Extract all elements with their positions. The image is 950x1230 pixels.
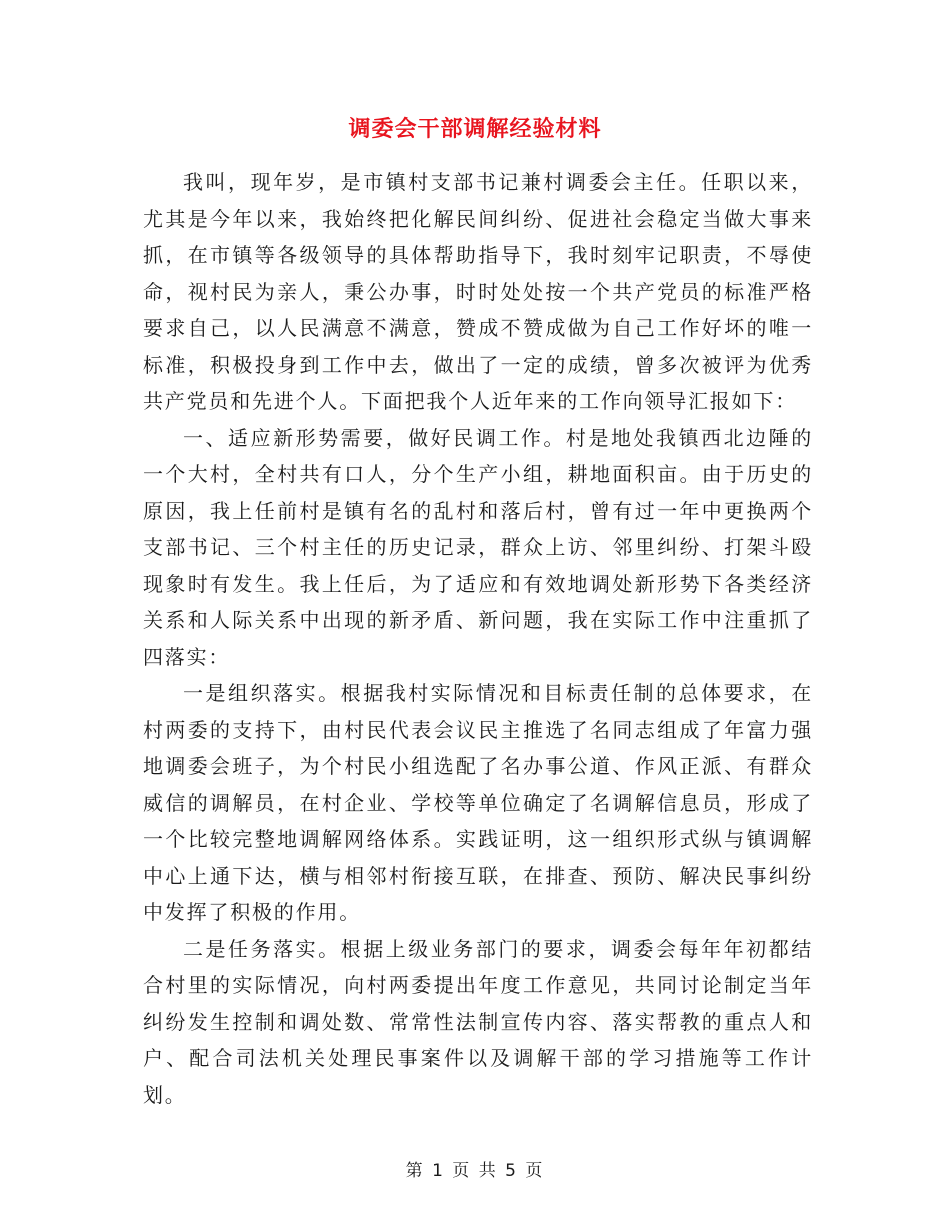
page-footer — [0, 1156, 950, 1181]
footer-middle: 页 共 — [452, 1161, 498, 1181]
paragraph-organization: 一是组织落实。根据我村实际情况和目标责任制的总体要求，在村两委的支持下，由村民代表会议民主推选了名同志组成了年富力强地调委会班子，为个村民小组选配了名办事公道、作风正派、有群众威信的调解员，在村企业、学校等单位确定了名调解信息员，形成了一个比较完整地调解网络体系。实践证明，这一组织形式纵与镇调解中心上通下达，横与相邻村衔接互联，在排查、预防、解决民事纠纷中发挥了积极的作用。 — [143, 681, 813, 924]
document-title: 调委会干部调解经验材料 — [348, 117, 602, 142]
footer-prefix: 第 — [405, 1161, 425, 1181]
paragraph-tasks: 二是任务落实。根据上级业务部门的要求，调委会每年年初都结合村里的实际情况，向村两委提出年度工作意见，共同讨论制定当年纠纷发生控制和调处数、常常性法制宣传内容、落实帮教的重点人和户、配合司法机关处理民事案件以及调解干部的学习措施等工作计划。 — [143, 936, 813, 1107]
paragraph-intro: 我叫，现年岁，是市镇村支部书记兼村调委会主任。任职以来，尤其是今年以来，我始终把化解民间纠纷、促进社会稳定当做大事来抓，在市镇等各级领导的具体帮助指导下，我时刻牢记职责，不辱使命，视村民为亲人，秉公办事，时时处处按一个共产党员的标准严格要求自己，以人民满意不满意，赞成不赞成做为自己工作好坏的唯一标准，积极投身到工作中去，做出了一定的成绩，曾多次被评为优秀共产党员和先进个人。下面把我个人近年来的工作向领导汇报如下： — [143, 170, 813, 413]
footer-suffix: 页 — [525, 1161, 545, 1181]
footer-page-number: 1 — [432, 1161, 445, 1181]
document-body — [143, 164, 813, 1113]
footer-total-pages: 5 — [505, 1161, 518, 1181]
paragraph-section-1: 一、适应新形势需要，做好民调工作。村是地处我镇西北边陲的一个大村，全村共有口人，分个生产小组，耕地面积亩。由于历史的原因，我上任前村是镇有名的乱村和落后村，曾有过一年中更换两个支部书记、三个村主任的历史记录，群众上访、邻里纠纷、打架斗殴现象时有发生。我上任后，为了适应和有效地调处新形势下各类经济关系和人际关系中出现的新矛盾、新问题，我在实际工作中注重抓了四落实： — [143, 425, 813, 669]
